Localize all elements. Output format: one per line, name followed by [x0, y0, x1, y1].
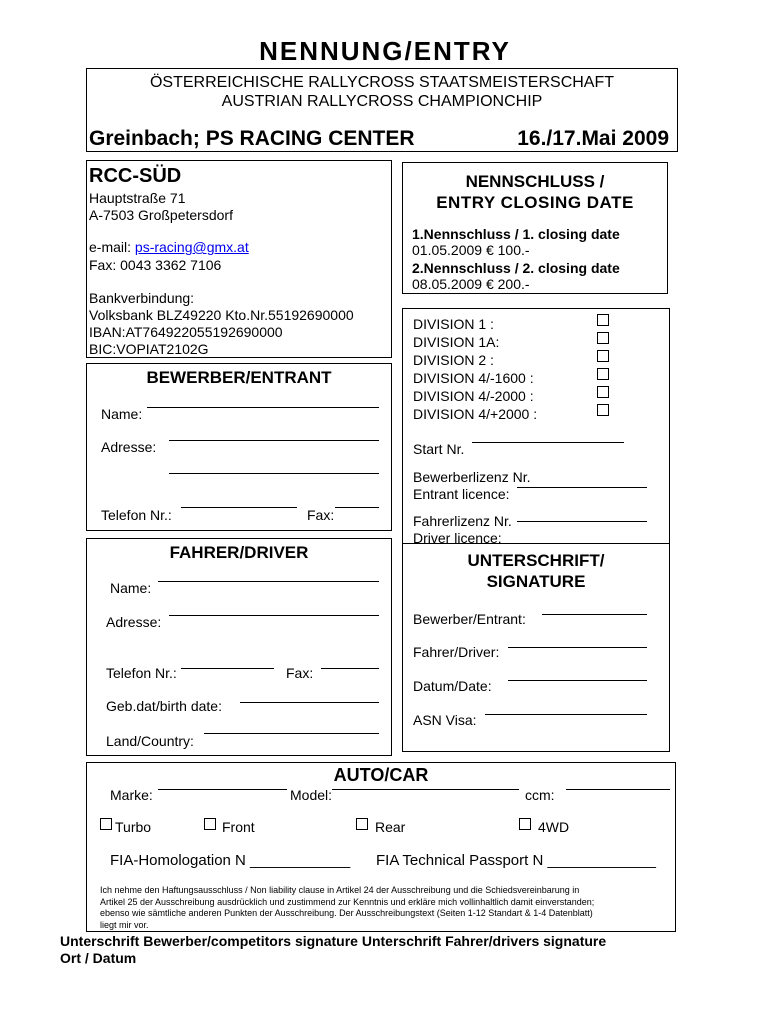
- car-model-label: Model:: [290, 787, 333, 803]
- disclaimer-line-4: liegt mir vor.: [100, 919, 149, 930]
- page-title: NENNUNG/ENTRY: [259, 36, 511, 66]
- organizer-fax: Fax: 0043 3362 7106: [89, 257, 222, 273]
- division-2-label: DIVISION 2 :: [413, 352, 494, 368]
- driver-name-label: Name:: [110, 580, 152, 596]
- division-1-checkbox[interactable]: [597, 314, 609, 326]
- front-checkbox[interactable]: [204, 818, 216, 830]
- driver-birth-label: Geb.dat/birth date:: [106, 698, 222, 714]
- division-2-checkbox[interactable]: [597, 350, 609, 362]
- division-1a-label: DIVISION 1A:: [413, 334, 500, 350]
- driver-address-label: Adresse:: [106, 614, 162, 630]
- signature-asn-label: ASN Visa:: [413, 712, 477, 728]
- driver-birth-field[interactable]: [240, 702, 379, 703]
- homologation-label: FIA-Homologation N ____________: [110, 852, 351, 869]
- driver-name-field[interactable]: [158, 581, 379, 582]
- entrant-licence-label-2: Entrant licence:: [413, 486, 510, 502]
- entrant-name-label: Name:: [101, 406, 143, 422]
- division-4-2000-checkbox[interactable]: [597, 386, 609, 398]
- closing-date-box: [402, 162, 668, 294]
- disclaimer-line-3: ebenso wie sämtliche anderen Punkten der Ausschreibung. Der Ausschreibungstext (Seiten 1-12 Standart & 1-4 Datenblatt): [100, 908, 593, 918]
- car-title: AUTO/CAR: [333, 765, 429, 785]
- division-4-1600-checkbox[interactable]: [597, 368, 609, 380]
- bank-account: Volksbank BLZ49220 Kto.Nr.55192690000: [89, 307, 354, 323]
- car-make-label: Marke:: [110, 787, 153, 803]
- driver-country-field[interactable]: [204, 733, 379, 734]
- signature-driver-label: Fahrer/Driver:: [413, 644, 500, 660]
- rear-checkbox[interactable]: [356, 818, 368, 830]
- passport-label: FIA Technical Passport N _____________: [376, 852, 656, 869]
- entrant-phone-field[interactable]: [181, 507, 297, 508]
- signature-asn-field[interactable]: [485, 714, 647, 715]
- closing-title-2: ENTRY CLOSING DATE: [436, 193, 634, 212]
- driver-fax-field[interactable]: [321, 668, 379, 669]
- signature-date-label: Datum/Date:: [413, 678, 492, 694]
- championship-box: [86, 68, 678, 152]
- driver-licence-label-2: Driver licence:: [413, 530, 502, 546]
- driver-fax-label: Fax:: [286, 665, 314, 681]
- driver-country-label: Land/Country:: [106, 733, 194, 749]
- entrant-fax-field[interactable]: [335, 507, 379, 508]
- division-4-2000-label: DIVISION 4/-2000 :: [413, 388, 534, 404]
- division-1a-checkbox[interactable]: [597, 332, 609, 344]
- organizer-email-row: [89, 238, 249, 256]
- closing-title-1: NENNSCHLUSS /: [465, 172, 605, 191]
- championship-line-1: ÖSTERREICHISCHE RALLYCROSS STAATSMEISTERSCHAFT: [149, 74, 615, 91]
- driver-address-field[interactable]: [169, 615, 379, 616]
- 4wd-label: 4WD: [538, 819, 570, 835]
- 4wd-checkbox[interactable]: [519, 818, 531, 830]
- entrant-address-field-1[interactable]: [169, 440, 379, 441]
- turbo-checkbox[interactable]: [100, 818, 112, 830]
- organizer-city: A-7503 Großpetersdorf: [89, 207, 233, 223]
- entrant-title: BEWERBER/ENTRANT: [146, 368, 332, 387]
- car-ccm-label: ccm:: [525, 787, 555, 803]
- championship-line-2: AUSTRIAN RALLYCROSS CHAMPIONCHIP: [221, 93, 543, 110]
- signature-title-1: UNTERSCHRIFT/: [467, 551, 605, 570]
- division-1-label: DIVISION 1 :: [413, 316, 494, 332]
- entrant-licence-label-1: Bewerberlizenz Nr.: [413, 469, 531, 485]
- turbo-label: Turbo: [115, 819, 152, 835]
- first-closing-value: 01.05.2009 € 100.-: [412, 242, 530, 258]
- event-date: 16./17.Mai 2009: [517, 127, 669, 150]
- second-closing-value: 08.05.2009 € 200.-: [412, 276, 530, 292]
- signature-entrant-field[interactable]: [542, 614, 647, 615]
- disclaimer: [100, 885, 672, 931]
- car-ccm-field[interactable]: [566, 789, 670, 790]
- organizer-name: RCC-SÜD: [89, 165, 182, 187]
- car-model-field[interactable]: [332, 789, 519, 790]
- signature-entrant-label: Bewerber/Entrant:: [413, 611, 526, 627]
- first-closing-label: 1.Nennschluss / 1. closing date: [412, 226, 620, 242]
- footer-signature-line: Unterschrift Bewerber/competitors signature Unterschrift Fahrer/drivers signature: [60, 933, 607, 949]
- footer-place-date: Ort / Datum: [60, 950, 137, 966]
- rear-label: Rear: [375, 819, 406, 835]
- driver-licence-field[interactable]: [517, 521, 647, 522]
- driver-licence-label-1: Fahrerlizenz Nr.: [413, 513, 512, 529]
- bank-label: Bankverbindung:: [89, 290, 195, 306]
- division-4-plus2000-checkbox[interactable]: [597, 404, 609, 416]
- entrant-phone-label: Telefon Nr.:: [101, 507, 172, 523]
- email-label: e-mail:: [89, 239, 135, 255]
- disclaimer-line-1: Ich nehme den Haftungsausschluss / Non liability clause in Artikel 24 der Ausschreibung und die Schiedsvereinbarung in: [100, 885, 580, 895]
- car-make-field[interactable]: [158, 789, 287, 790]
- driver-phone-field[interactable]: [181, 668, 274, 669]
- start-number-field[interactable]: [472, 442, 624, 443]
- bank-bic: BIC:VOPIAT2102G: [89, 341, 209, 357]
- bank-iban: IBAN:AT764922055192690000: [89, 324, 283, 340]
- driver-phone-label: Telefon Nr.:: [106, 665, 177, 681]
- division-4-plus2000-label: DIVISION 4/+2000 :: [413, 406, 538, 422]
- entrant-address-field-2[interactable]: [169, 473, 379, 474]
- disclaimer-line-2: Artikel 25 der Ausschreibung ausdrücklich und zustimmend zur Kenntnis und erkläre mich vollinhaltlich damit einverstanden;: [100, 896, 595, 907]
- organizer-box: [86, 160, 392, 358]
- email-link[interactable]: ps-racing@gmx.at: [134, 239, 249, 255]
- signature-date-field[interactable]: [508, 680, 647, 681]
- organizer-street: Hauptstraße 71: [89, 190, 186, 206]
- entrant-licence-field[interactable]: [517, 487, 647, 488]
- driver-box: [86, 538, 392, 756]
- event-location: Greinbach; PS RACING CENTER: [89, 127, 415, 150]
- start-number-label: Start Nr.: [413, 441, 465, 457]
- division-4-1600-label: DIVISION 4/-1600 :: [413, 370, 534, 386]
- front-label: Front: [222, 819, 255, 835]
- signature-driver-field[interactable]: [508, 647, 647, 648]
- signature-title-2: SIGNATURE: [486, 572, 586, 591]
- entrant-name-field[interactable]: [147, 407, 379, 408]
- entrant-fax-label: Fax:: [307, 507, 335, 523]
- entrant-address-label: Adresse:: [101, 439, 157, 455]
- driver-title: FAHRER/DRIVER: [169, 543, 309, 562]
- second-closing-label: 2.Nennschluss / 2. closing date: [412, 260, 620, 276]
